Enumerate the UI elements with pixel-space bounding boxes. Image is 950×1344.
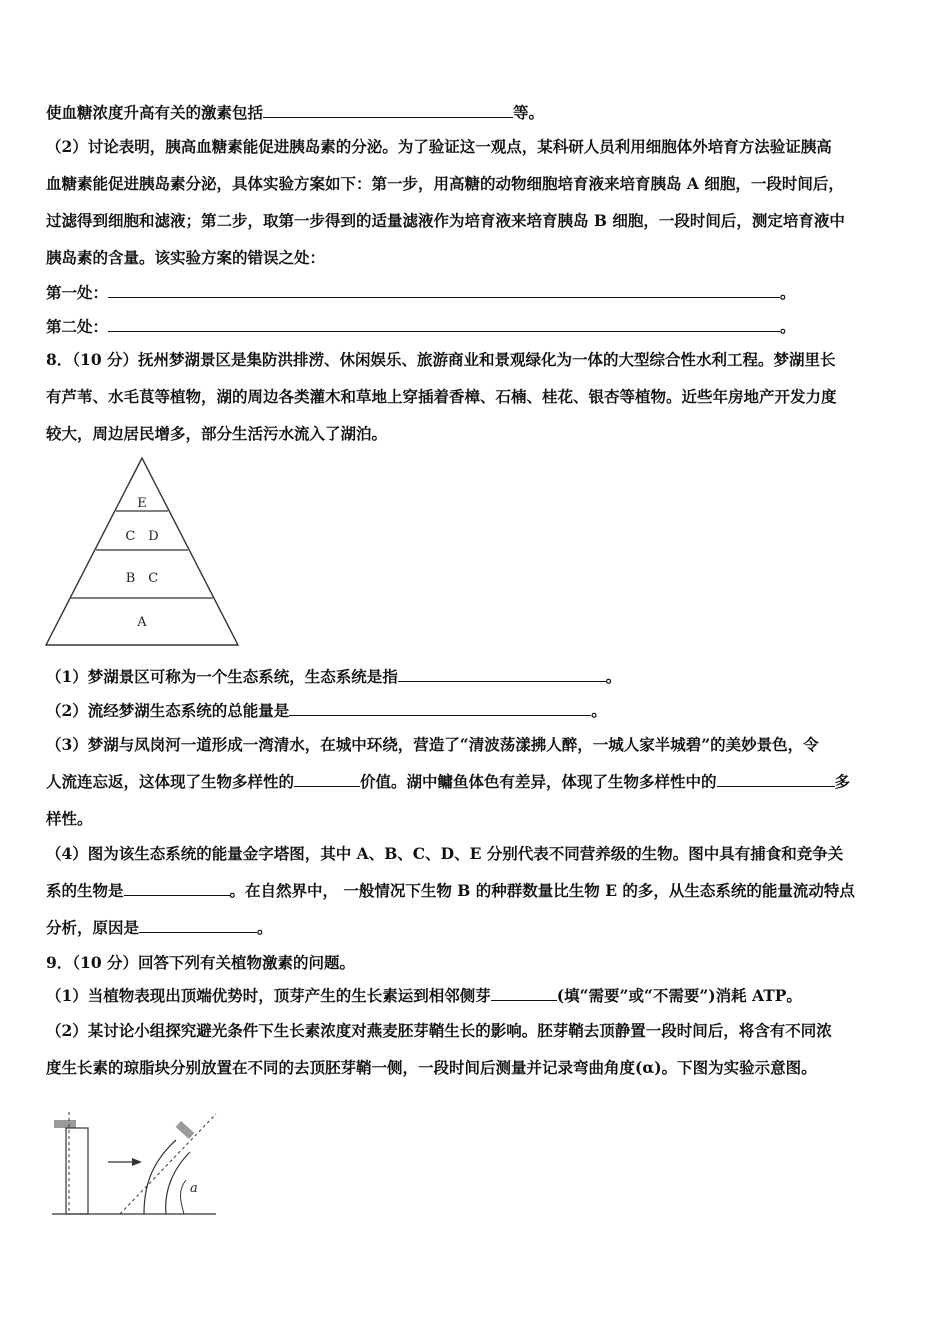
answer-blank[interactable] <box>717 772 835 787</box>
text: 系的生物是 <box>46 881 124 900</box>
answer-blank[interactable] <box>289 701 591 716</box>
text: （2）流经梦湖生态系统的总能量是 <box>46 701 290 720</box>
text: （1）梦湖景区可称为一个生态系统，生态系统是指 <box>46 667 398 686</box>
text: 价值。湖中鳙鱼体色有差异，体现了生物多样性中的 <box>360 772 717 791</box>
angle-label: a <box>190 1181 198 1196</box>
q8-4-line-1: （4）图为该生态系统的能量金字塔图，其中 A、B、C、D、E 分别代表不同营养级的生物。图中具有捕食和竞争关 <box>46 844 844 863</box>
energy-pyramid-figure <box>44 455 244 650</box>
text: 。在自然界中， 一般情况下生物 B 的种群数量比生物 E 的多，从生态系统的能量流动特点 <box>229 881 855 900</box>
q8-line-3: 较大，周边居民增多，部分生活污水流入了湖泊。 <box>46 424 388 443</box>
answer-blank[interactable] <box>108 317 780 332</box>
pyramid-level-cd: C D <box>125 529 159 544</box>
q8-line-1: 8．（10 分）抚州梦湖景区是集防洪排涝、休闲娱乐、旅游商业和景观绿化为一体的大型综合性水利工程。梦湖里长 <box>46 350 836 369</box>
text: 多 <box>834 772 851 791</box>
coleoptile-experiment-figure <box>50 1110 220 1220</box>
text: 。 <box>605 667 622 686</box>
answer-blank[interactable] <box>263 103 513 118</box>
q8-3-line-1: （3）梦湖与凤岗河一道形成一湾清水，在城中环绕，营造了“清波荡漾拂人醉，一城人家半城碧”的美妙景色，令 <box>46 735 819 754</box>
q8-3-line-2 <box>46 772 906 792</box>
q9-2-line-2: 度生长素的琼脂块分别放置在不同的去顶胚芽鞘一侧，一段时间后测量并记录弯曲角度(α)。下图为实验示意图。 <box>46 1058 817 1077</box>
q7-2-line-3: 过滤得到细胞和滤液；第二步，取第一步得到的适量滤液作为培育液来培育胰岛 B 细胞，一段时间后，测定培育液中 <box>46 211 845 230</box>
text: 第一处： <box>46 283 109 302</box>
text: 第二处： <box>46 317 109 336</box>
angle-arc <box>181 1180 187 1214</box>
decapitated-coleoptile <box>66 1128 88 1214</box>
q8-2-line <box>46 701 906 721</box>
text: 使血糖浓度升高有关的激素包括 <box>46 103 264 122</box>
pyramid-level-e: E <box>137 496 147 511</box>
bent-coleoptile-right-edge <box>166 1152 190 1214</box>
q8-4-line-2 <box>46 881 906 901</box>
answer-blank[interactable] <box>398 667 606 682</box>
answer-blank[interactable] <box>491 986 557 1001</box>
q9-1-line <box>46 986 906 1006</box>
text: 等。 <box>513 103 545 122</box>
text: 。 <box>780 317 796 336</box>
text: 人流连忘返，这体现了生物多样性的 <box>46 772 295 791</box>
q8-1-line <box>46 667 906 687</box>
text: 。 <box>780 283 796 302</box>
pyramid-level-bc: B C <box>125 571 159 586</box>
q7-line-hormones <box>46 103 906 123</box>
arrow-right-icon <box>132 1158 142 1166</box>
text: 。 <box>591 701 607 720</box>
q7-2-line-4: 胰岛素的含量。该实验方案的错误之处： <box>46 248 326 267</box>
text: 。 <box>257 918 273 937</box>
answer-blank[interactable] <box>108 283 780 298</box>
text: (填“需要”或“不需要”)消耗 ATP。 <box>556 986 802 1005</box>
agar-block <box>54 1120 76 1128</box>
q8-3-line-3: 样性。 <box>46 809 93 828</box>
text: （1）当植物表现出顶端优势时，顶芽产生的生长素运到相邻侧芽 <box>46 986 491 1005</box>
q9-line-1: 9．（10 分）回答下列有关植物激素的问题。 <box>46 953 356 972</box>
q8-4-line-3 <box>46 918 906 938</box>
error-second-line <box>46 317 906 337</box>
q7-2-line-1: （2）讨论表明，胰高血糖素能促进胰岛素的分泌。为了验证这一观点，某科研人员利用细胞体外培育方法验证胰高 <box>46 137 832 156</box>
text: 分析，原因是 <box>46 918 140 937</box>
q7-2-line-2: 血糖素能促进胰岛素分泌，具体实验方案如下：第一步，用高糖的动物细胞培育液来培育胰岛 A 细胞，一段时间后， <box>46 174 844 193</box>
error-first-line <box>46 283 906 303</box>
agar-block-tilted <box>176 1121 195 1139</box>
bent-coleoptile-left-edge <box>144 1140 176 1214</box>
answer-blank[interactable] <box>139 918 257 933</box>
answer-blank[interactable] <box>124 881 230 896</box>
answer-blank[interactable] <box>294 772 360 787</box>
q9-2-line-1: （2）某讨论小组探究避光条件下生长素浓度对燕麦胚芽鞘生长的影响。胚芽鞘去顶静置一段时间后，将含有不同浓 <box>46 1021 832 1040</box>
q8-line-2: 有芦苇、水毛茛等植物，湖的周边各类灌木和草地上穿插着香樟、石楠、桂花、银杏等植物。近些年房地产开发力度 <box>46 387 837 406</box>
pyramid-level-a: A <box>137 615 147 630</box>
